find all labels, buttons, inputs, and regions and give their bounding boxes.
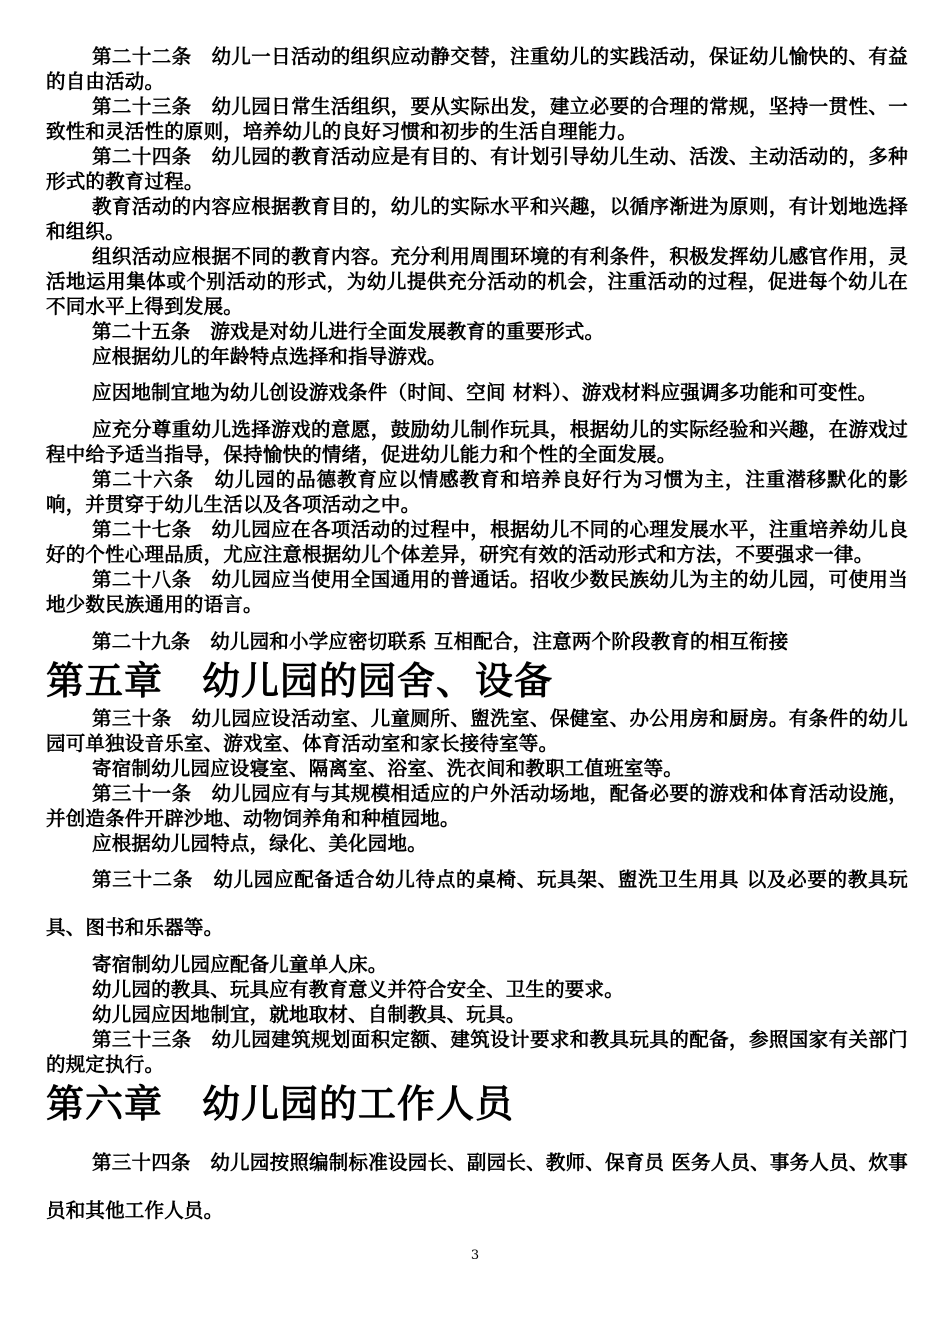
page-number: 3 [470,1248,480,1263]
article-25-paragraph-3: 应因地制宜地为幼儿创设游戏条件（时间、空间 材料）、游戏材料应强调多功能和可变性。 [92,381,878,404]
article-24: 第二十四条 幼儿园的教育活动应是有目的、有计划引导幼儿生动、活泼、主动活动的，多种形式的教育过程。 [46,145,908,193]
article-24-paragraph-2: 教育活动的内容应根据教育目的，幼儿的实际水平和兴趣，以循序渐进为原则，有计划地选择和组织。 [46,195,908,243]
article-32-paragraph-2: 寄宿制幼儿园应配备儿童单人床。 [92,953,388,976]
article-22: 第二十二条 幼儿一日活动的组织应动静交替，注重幼儿的实践活动，保证幼儿愉快的、有益的自由活动。 [46,45,908,93]
article-26: 第二十六条 幼儿园的品德教育应以情感教育和培养良好行为习惯为主，注重潜移默化的影响，并贯穿于幼儿生活以及各项活动之中。 [46,468,908,516]
article-25: 第二十五条 游戏是对幼儿进行全面发展教育的重要形式。 [92,320,605,343]
article-27: 第二十七条 幼儿园应在各项活动的过程中，根据幼儿不同的心理发展水平，注重培养幼儿良好的个性心理品质，尤应注意根据幼儿个体差异，研究有效的活动形式和方法，不要强求一律。 [46,518,908,566]
article-30: 第三十条 幼儿园应设活动室、儿童厕所、盥洗室、保健室、办公用房和厨房。有条件的幼儿园可单独设音乐室、游戏室、体育活动室和家长接待室等。 [46,707,908,755]
article-28: 第二十八条 幼儿园应当使用全国通用的普通话。招收少数民族幼儿为主的幼儿园，可使用当地少数民族通用的语言。 [46,568,908,616]
document-body [46,44,908,1235]
article-23: 第二十三条 幼儿园日常生活组织，要从实际出发，建立必要的合理的常规，坚持一贯性、一致性和灵活性的原则，培养幼儿的良好习惯和初步的生活自理能力。 [46,95,908,143]
article-25-paragraph-4: 应充分尊重幼儿选择游戏的意愿，鼓励幼儿制作玩具，根据幼儿的实际经验和兴趣，在游戏过程中给予适当指导，保持愉快的情绪，促进幼儿能力和个性的全面发展。 [46,418,908,466]
article-29: 第二十九条 幼儿园和小学应密切联系 互相配合，注意两个阶段教育的相互衔接 [92,630,789,653]
article-24-paragraph-3: 组织活动应根据不同的教育内容。充分利用周围环境的有利条件，积极发挥幼儿感官作用，灵活地运用集体或个别活动的形式，为幼儿提供充分活动的机会，注重活动的过程，促进每个幼儿在不同水平上得到发展。 [46,245,908,318]
article-33: 第三十三条 幼儿园建筑规划面积定额、建筑设计要求和教具玩具的配备，参照国家有关部门的规定执行。 [46,1028,908,1076]
chapter-5-heading: 第五章 幼儿园的园舍、设备 [46,658,554,703]
chapter-6-heading: 第六章 幼儿园的工作人员 [46,1081,515,1126]
article-34: 第三十四条 幼儿园按照编制标准设园长、副园长、教师、保育员 医务人员、事务人员、炊事员和其他工作人员。 [46,1151,908,1222]
article-32-paragraph-4: 幼儿园应因地制宜，就地取材、自制教具、玩具。 [92,1003,526,1026]
article-32: 第三十二条 幼儿园应配备适合幼儿待点的桌椅、玩具架、盥洗卫生用具 以及必要的教具玩具、图书和乐器等。 [46,868,908,939]
article-31: 第三十一条 幼儿园应有与其规模相适应的户外活动场地，配备必要的游戏和体育活动设施，并创造条件开辟沙地、动物饲养角和种植园地。 [46,782,908,830]
article-32-paragraph-3: 幼儿园的教具、玩具应有教育意义并符合安全、卫生的要求。 [92,978,624,1001]
article-31-paragraph-2: 应根据幼儿园特点，绿化、美化园地。 [92,832,427,855]
article-25-paragraph-2: 应根据幼儿的年龄特点选择和指导游戏。 [92,345,447,368]
article-30-paragraph-2: 寄宿制幼儿园应设寝室、隔离室、浴室、洗衣间和教职工值班室等。 [92,757,684,780]
